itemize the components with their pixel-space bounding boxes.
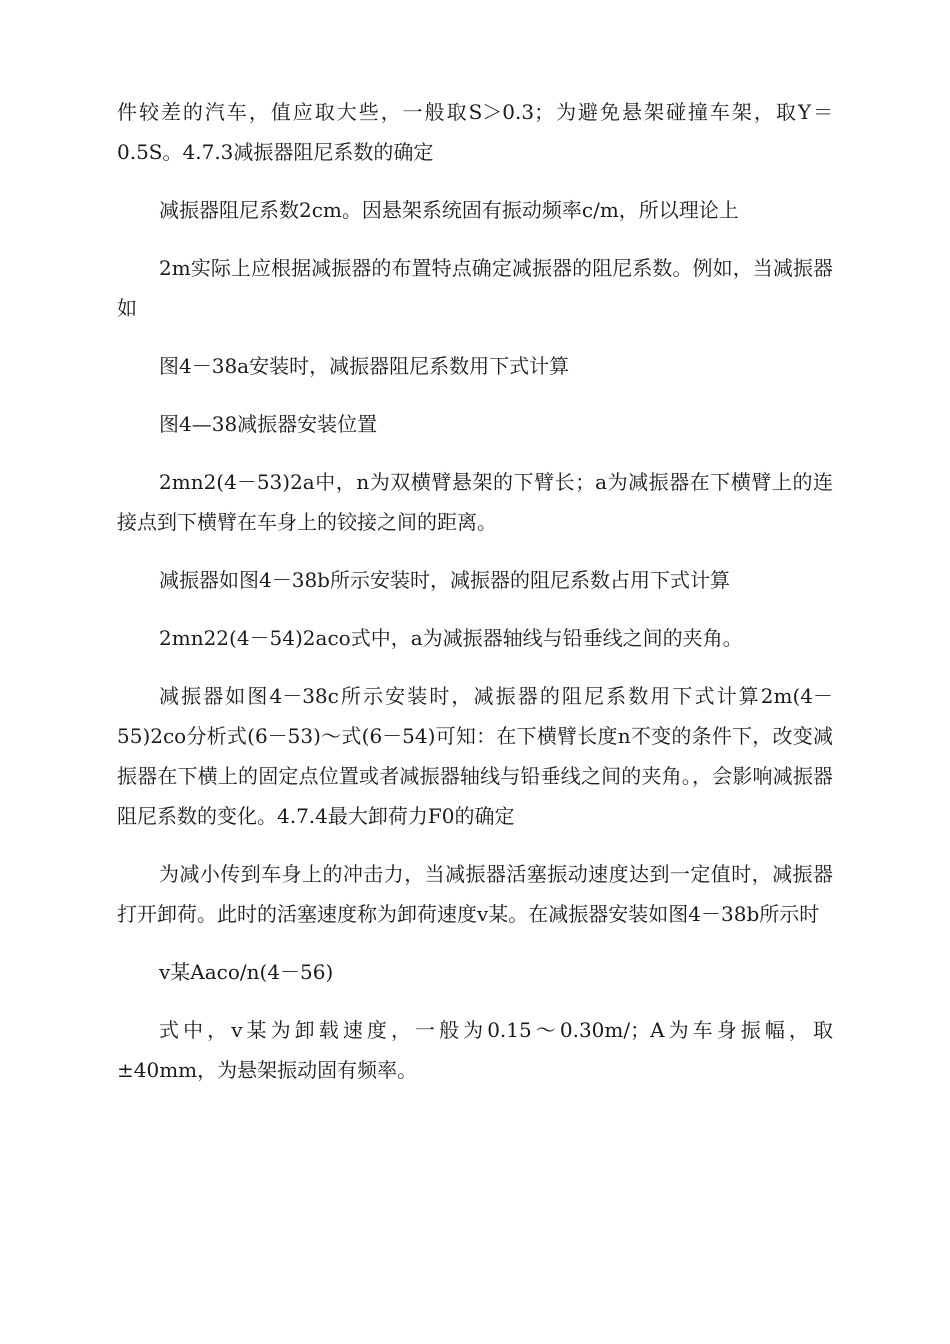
- paragraph-7: 减振器如图4－38b所示安装时，减振器的阻尼系数占用下式计算: [159, 568, 730, 592]
- paragraph-12: 式中，v某为卸载速度，一般为0.15～0.30m/；A为车身振幅，取±40mm，为悬架振动固有频率。: [117, 1018, 833, 1082]
- figure-caption: 图4—38减振器安装位置: [159, 412, 378, 436]
- paragraph-1: 件较差的汽车，值应取大些，一般取S＞0.3；为避免悬架碰撞车架，取Y＝0.5S。4.7.3减振器阻尼系数的确定: [117, 100, 833, 164]
- paragraph-9: 减振器如图4－38c所示安装时，减振器的阻尼系数用下式计算2m(4－55)2co分析式(6－53)～式(6－54)可知：在下横臂长度n不变的条件下，改变减振器在下横上的固定点位置或者减振器轴线与铅垂线之间的夹角。，会影响减振器阻尼系数的变化。4.7.4最大卸荷力F0的确定: [117, 684, 833, 828]
- paragraph-3: 2m实际上应根据减振器的布置特点确定减振器的阻尼系数。例如，当减振器如: [117, 256, 833, 320]
- paragraph-6: 2mn2(4－53)2a中，n为双横臂悬架的下臂长；a为减振器在下横臂上的连接点到下横臂在车身上的铰接之间的距离。: [117, 470, 833, 534]
- paragraph-8: 2mn22(4－54)2aco式中，a为减振器轴线与铅垂线之间的夹角。: [159, 626, 743, 650]
- document-body: [117, 92, 833, 1108]
- formula-4-56: v某Aaco/n(4－56): [159, 960, 334, 984]
- paragraph-10: 为减小传到车身上的冲击力，当减振器活塞振动速度达到一定值时，减振器打开卸荷。此时的活塞速度称为卸荷速度v某。在减振器安装如图4－38b所示时: [117, 862, 833, 926]
- paragraph-4: 图4－38a安装时，减振器阻尼系数用下式计算: [159, 354, 570, 378]
- paragraph-2: 减振器阻尼系数2cm。因悬架系统固有振动频率c/m，所以理论上: [159, 198, 739, 222]
